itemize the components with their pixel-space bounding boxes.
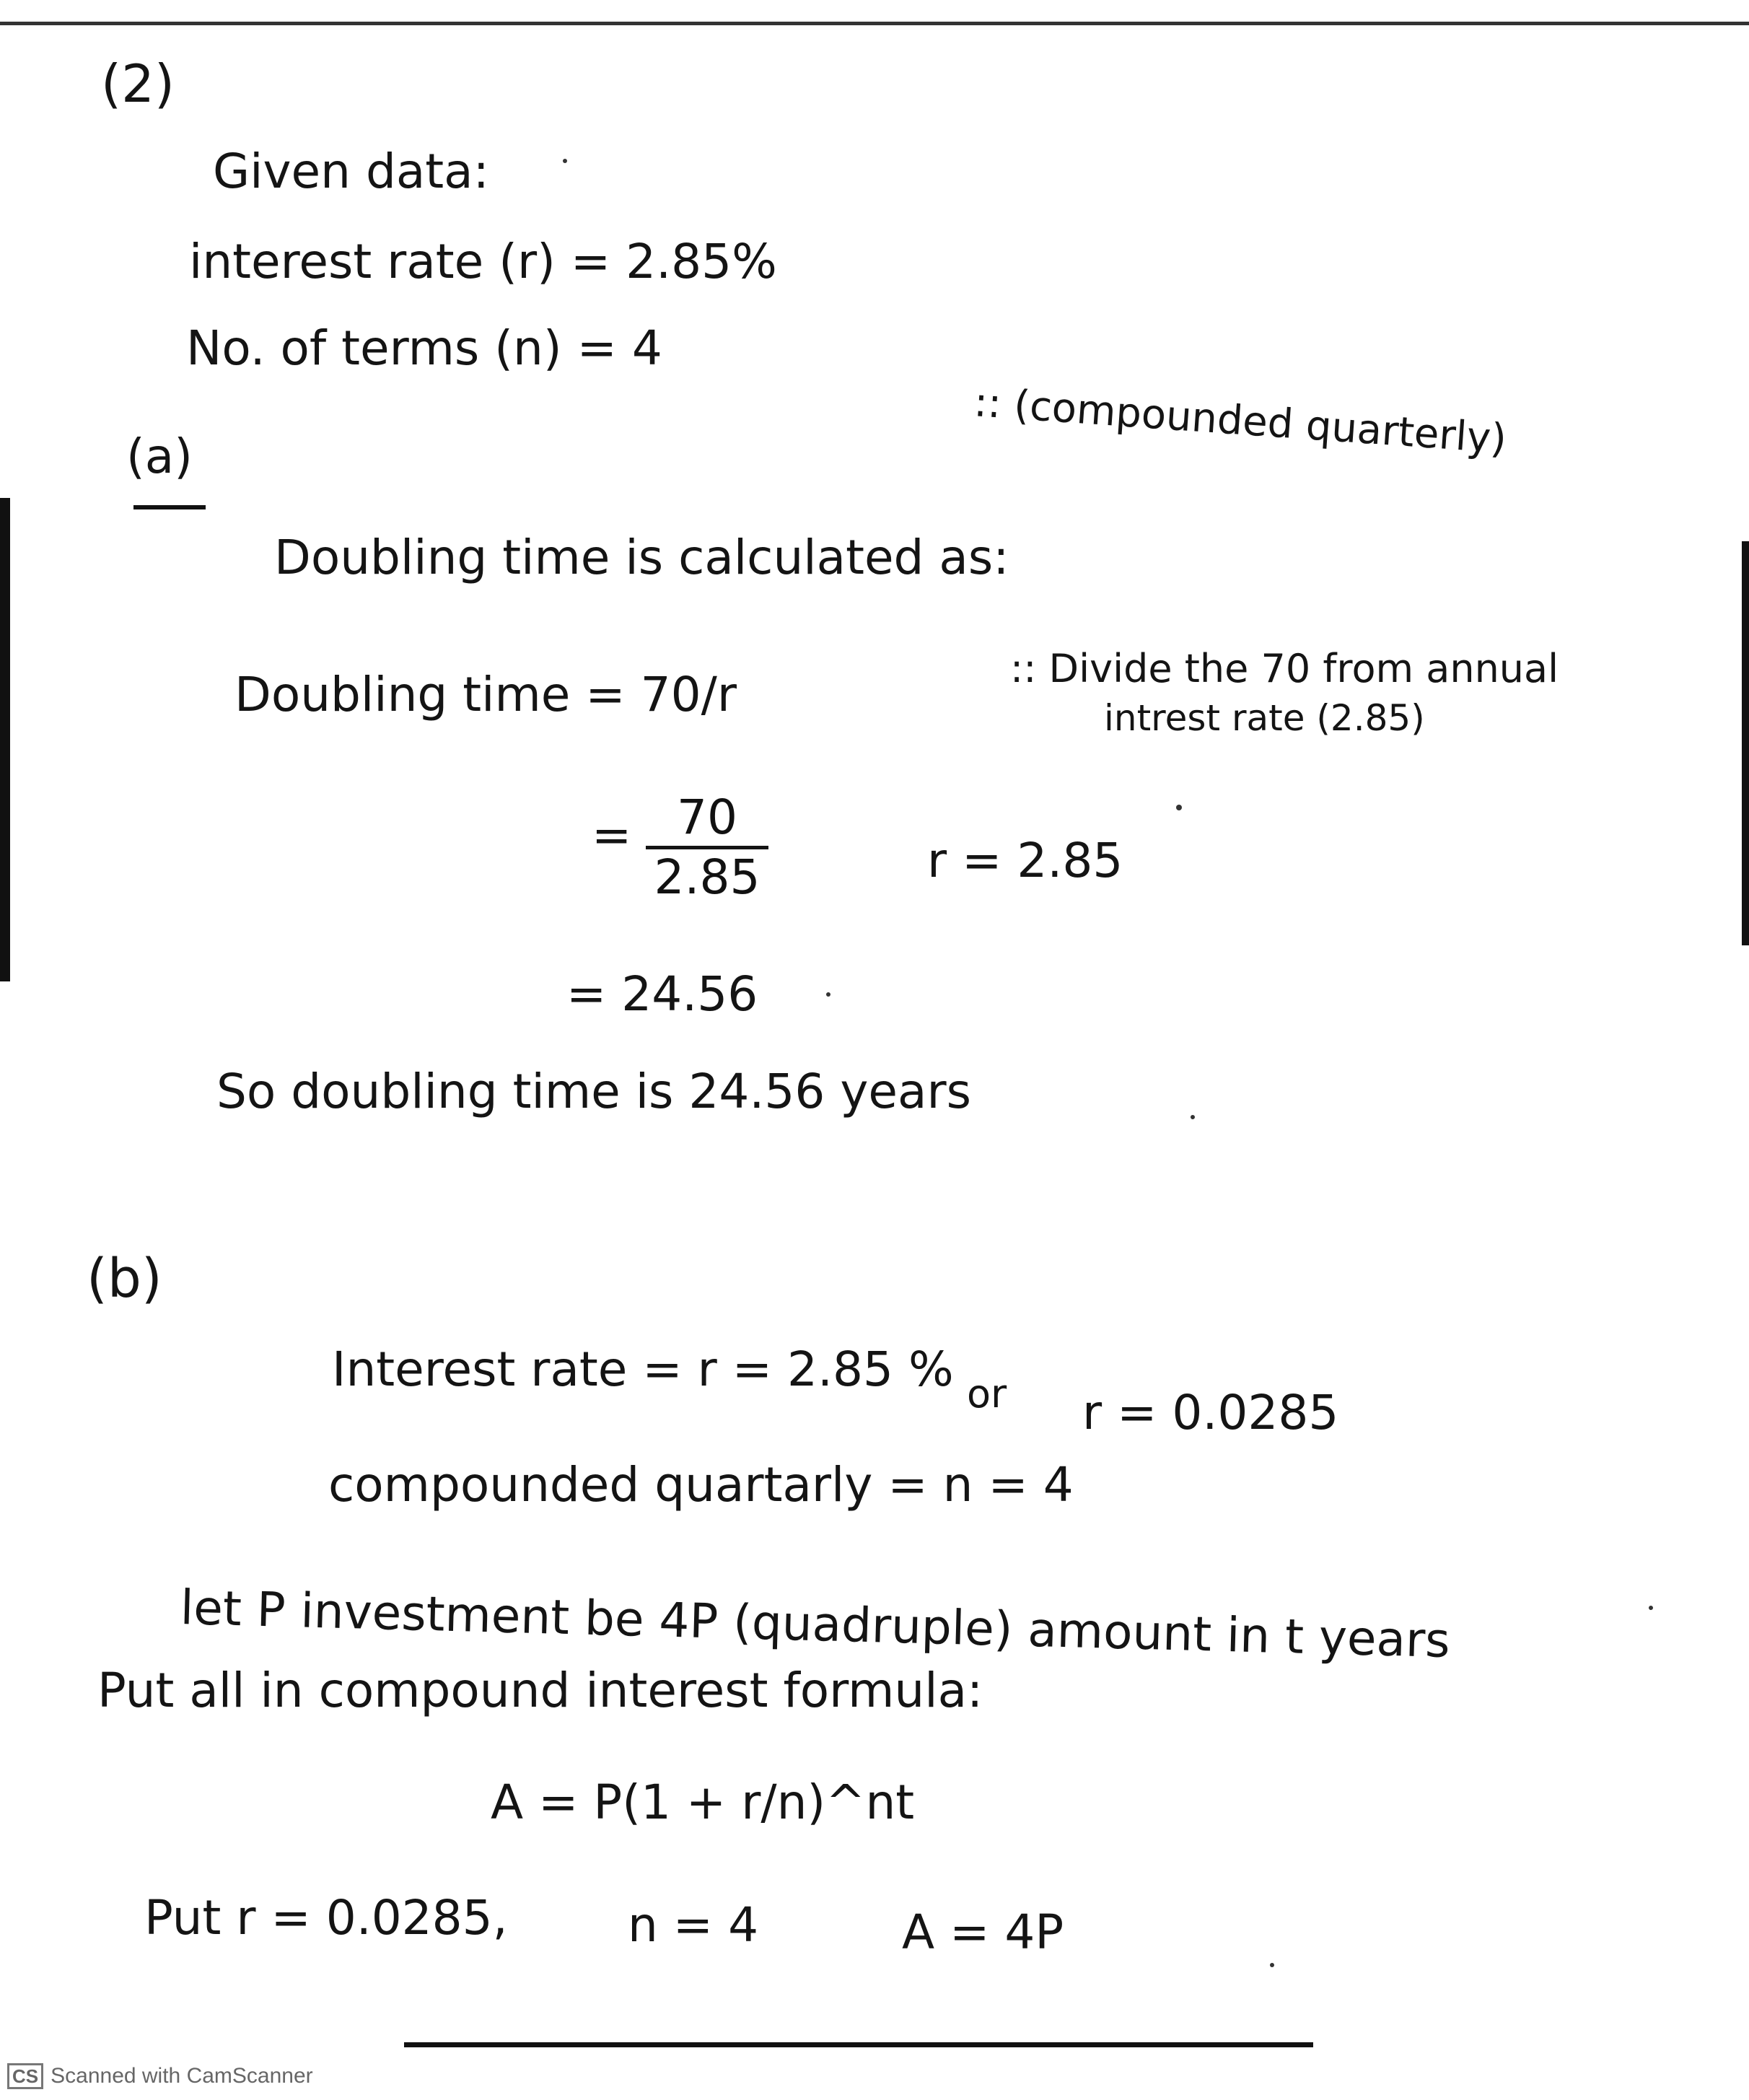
doubling-time-formula: Doubling time = 70/r <box>234 667 737 722</box>
scan-bottom-line <box>404 2042 1313 2047</box>
put-n: n = 4 <box>628 1897 759 1953</box>
step-numerator: 70 <box>677 789 737 845</box>
compound-interest-formula: A = P(1 + r/n)^nt <box>491 1775 915 1830</box>
part-b-compounding-line: compounded quartarly = n = 4 <box>328 1457 1074 1513</box>
camscanner-text: Scanned with CamScanner <box>51 2064 313 2088</box>
part-a-label-underline <box>133 505 206 509</box>
speck <box>1176 805 1182 810</box>
speck <box>563 159 567 163</box>
part-b-or: or <box>967 1371 1007 1417</box>
part-b-setup-line1: let P investment be 4P (quadruple) amount in t years <box>180 1580 1451 1669</box>
speck <box>1270 1963 1274 1967</box>
part-b-label: (b) <box>87 1248 162 1310</box>
speck <box>1649 1606 1653 1610</box>
given-rate-line: interest rate (r) = 2.85% <box>189 234 777 289</box>
part-a-conclusion: So doubling time is 24.56 years <box>216 1064 971 1119</box>
part-a-label: (a) <box>126 429 193 484</box>
part-a-result: = 24.56 <box>566 966 758 1022</box>
part-b-setup-line2: Put all in compound interest formula: <box>97 1663 983 1718</box>
put-r: Put r = 0.0285, <box>144 1890 508 1946</box>
speck <box>826 992 830 997</box>
scan-top-line <box>0 22 1749 25</box>
part-a-intro: Doubling time is calculated as: <box>274 530 1009 585</box>
side-note-line1: :: Divide the 70 from annual <box>1010 646 1559 691</box>
step-fraction <box>646 789 768 905</box>
step-denominator: 2.85 <box>654 849 760 905</box>
problem-number: (2) <box>101 53 175 114</box>
camscanner-watermark <box>7 2060 313 2092</box>
part-b-rate-decimal: r = 0.0285 <box>1082 1385 1339 1440</box>
side-note-line2: intrest rate (2.85) <box>1104 697 1425 739</box>
speck <box>1191 1115 1195 1119</box>
given-terms-line: No. of terms (n) = 4 <box>186 320 662 376</box>
step-equals: = <box>592 808 632 863</box>
scan-right-edge <box>1742 541 1749 945</box>
given-heading: Given data: <box>213 144 489 199</box>
scan-left-edge <box>0 498 10 981</box>
camscanner-logo: CS <box>7 2063 43 2089</box>
r-note: r = 2.85 <box>927 833 1123 888</box>
put-a: A = 4P <box>902 1904 1064 1960</box>
part-b-rate-line: Interest rate = r = 2.85 % <box>332 1342 954 1397</box>
given-compounding-note: :: (compounded quarterly) <box>972 379 1508 463</box>
